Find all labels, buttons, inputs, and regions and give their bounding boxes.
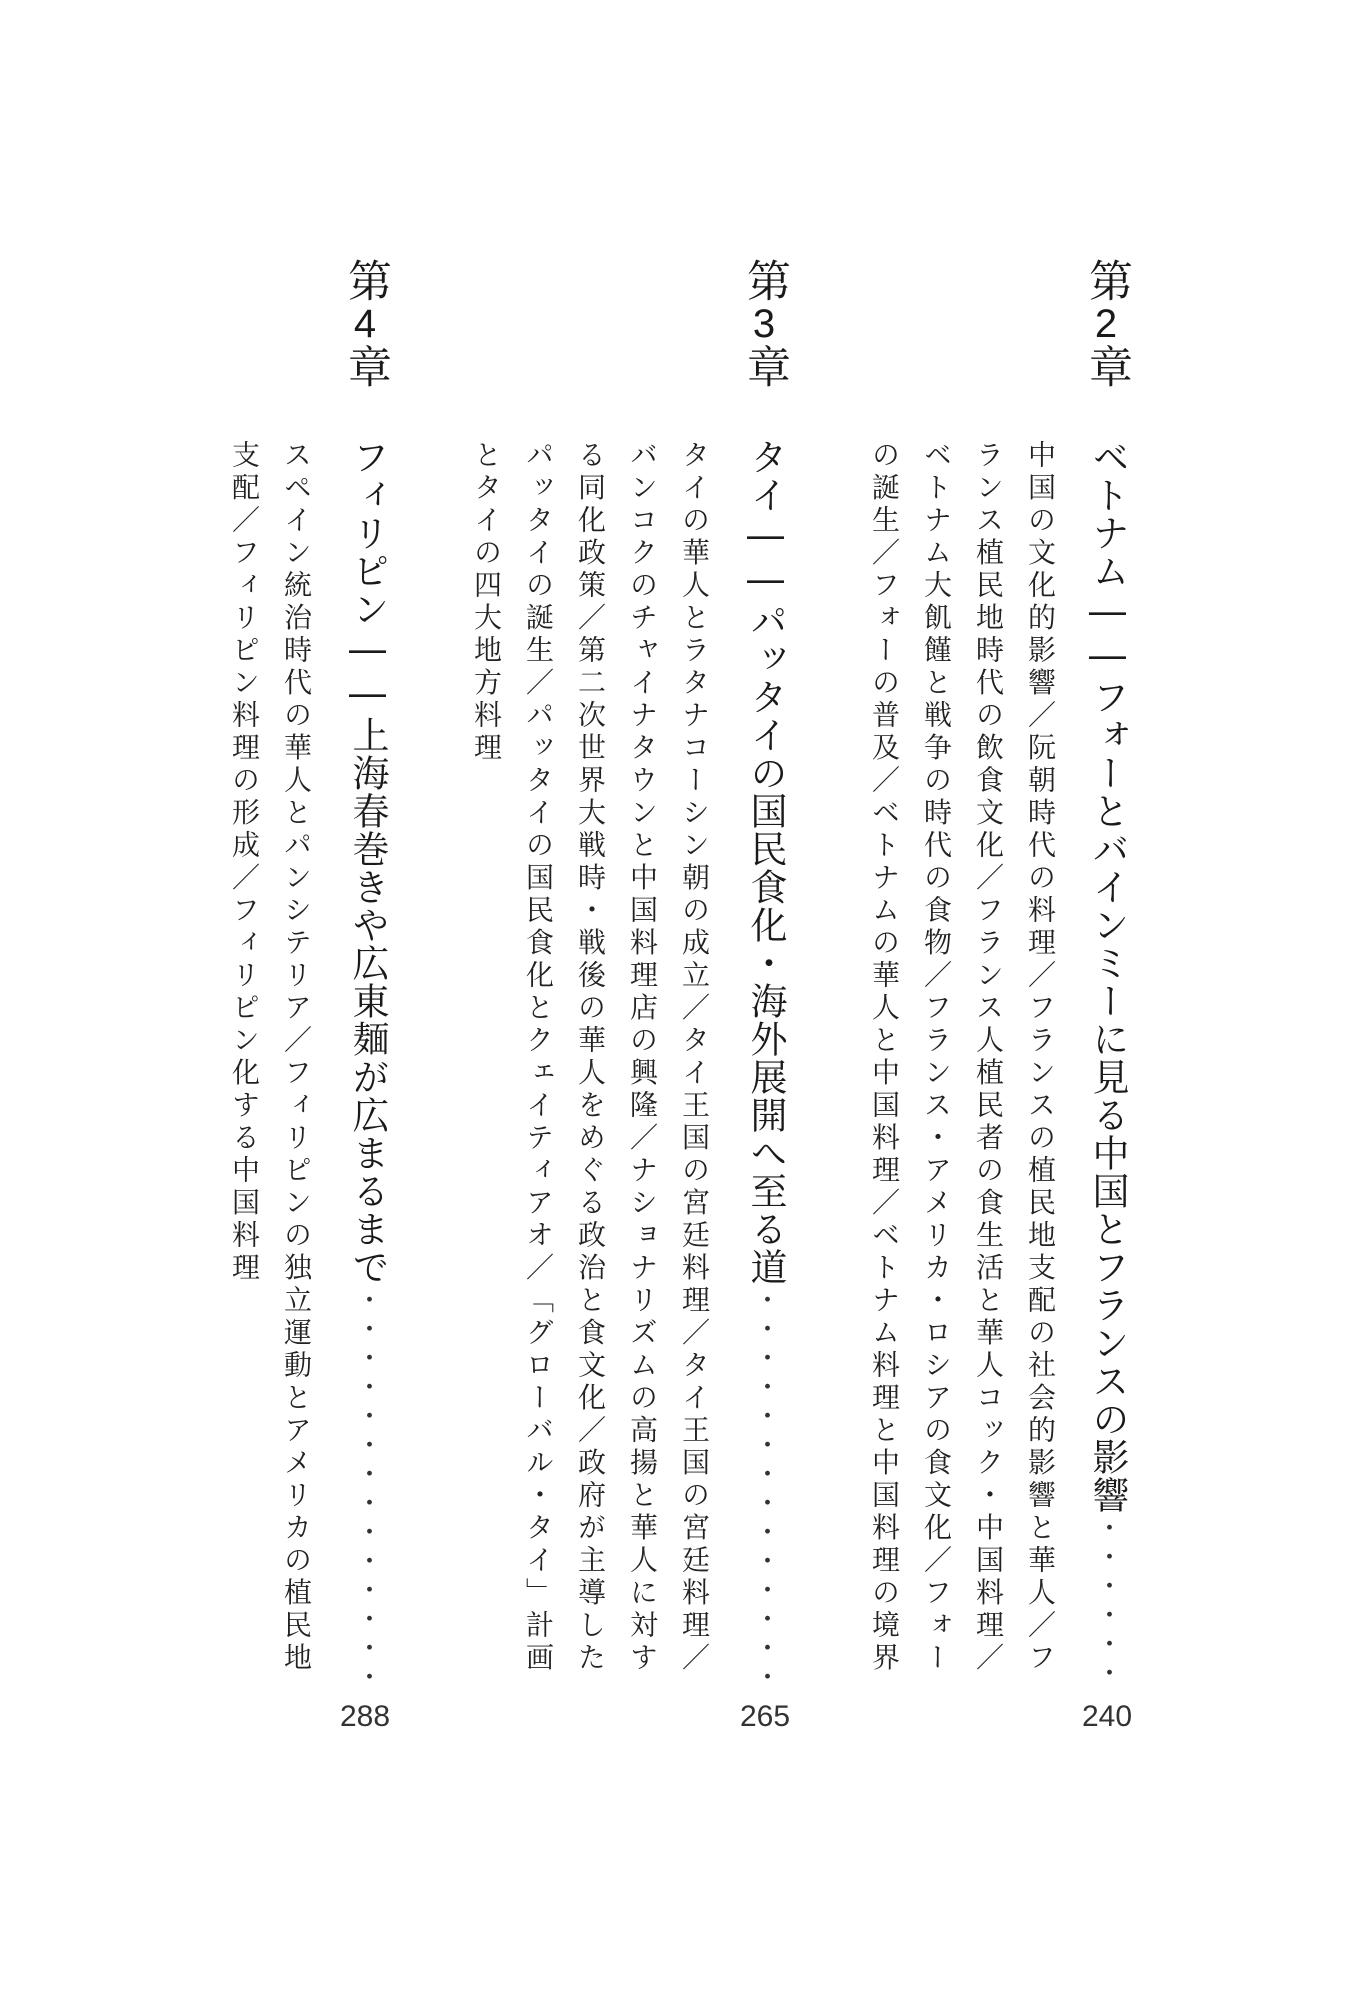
chapter-label-prefix: 第	[340, 258, 391, 304]
chapter-label-suffix: 章	[1081, 344, 1132, 390]
chapter-label-suffix: 章	[739, 344, 790, 390]
chapter-4-description: スペイン統治時代の華人とパンシテリア／フィリピンの独立運動とアメリカの植民地支配／フィリピン料理の形成／フィリピン化する中国料理	[228, 440, 313, 1675]
chapter-4-page-number: 288	[339, 1700, 391, 1733]
chapter-label-prefix: 第	[1081, 258, 1132, 304]
chapter-2-description: 中国の文化的影響／阮朝時代の料理／フランスの植民地支配の社会的影響と華人／フランス植民地時代の飲食文化／フランス人植民者の食生活と華人コック・中国料理／ベトナム大飢饉と戦争の時代の食物／フランス・アメリカ・ロシアの食文化／フォーの誕生／フォーの普及／ベトナムの華人と中国料理／ベトナム料理と中国料理の境界	[868, 440, 1057, 1675]
chapter-title-text: ベトナム――フォーとバインミーに見る中国とフランスの影響	[1086, 438, 1129, 1514]
dot-leader	[740, 1286, 790, 1683]
chapter-label-suffix: 章	[340, 344, 391, 390]
chapter-3-label	[732, 258, 796, 390]
chapter-3-page-number: 265	[739, 1700, 791, 1733]
chapter-number: 4	[353, 304, 377, 344]
chapter-title-text: フィリピン――上海春巻きや広東麺が広まるまで	[346, 438, 389, 1286]
chapter-2-label	[1074, 258, 1138, 390]
chapter-number: 3	[752, 304, 776, 344]
dot-leader	[1082, 1514, 1132, 1683]
chapter-2-page-number: 240	[1081, 1700, 1133, 1733]
chapter-3-title[interactable]	[740, 438, 790, 1683]
chapter-2	[1060, 0, 1180, 2000]
chapter-label-prefix: 第	[739, 258, 790, 304]
dot-leader	[342, 1286, 392, 1683]
chapter-title-text: タイ――パッタイの国民食化・海外展開へ至る道	[744, 438, 787, 1286]
chapter-4-title[interactable]	[342, 438, 392, 1683]
chapter-2-title[interactable]	[1082, 438, 1132, 1683]
chapter-3-description: タイの華人とラタナコーシン朝の成立／タイ王国の宮廷料理／タイ王国の宮廷料理／バンコクのチャイナタウンと中国料理店の興隆／ナショナリズムの高揚と華人に対する同化政策／第二次世界大戦時・戦後の華人をめぐる政治と食文化／政府が主導したパッタイの誕生／パッタイの国民食化とクェイティアオ／「グローバル・タイ」計画とタイの四大地方料理	[470, 440, 711, 1675]
chapter-number: 2	[1094, 304, 1118, 344]
chapter-4-label	[333, 258, 397, 390]
